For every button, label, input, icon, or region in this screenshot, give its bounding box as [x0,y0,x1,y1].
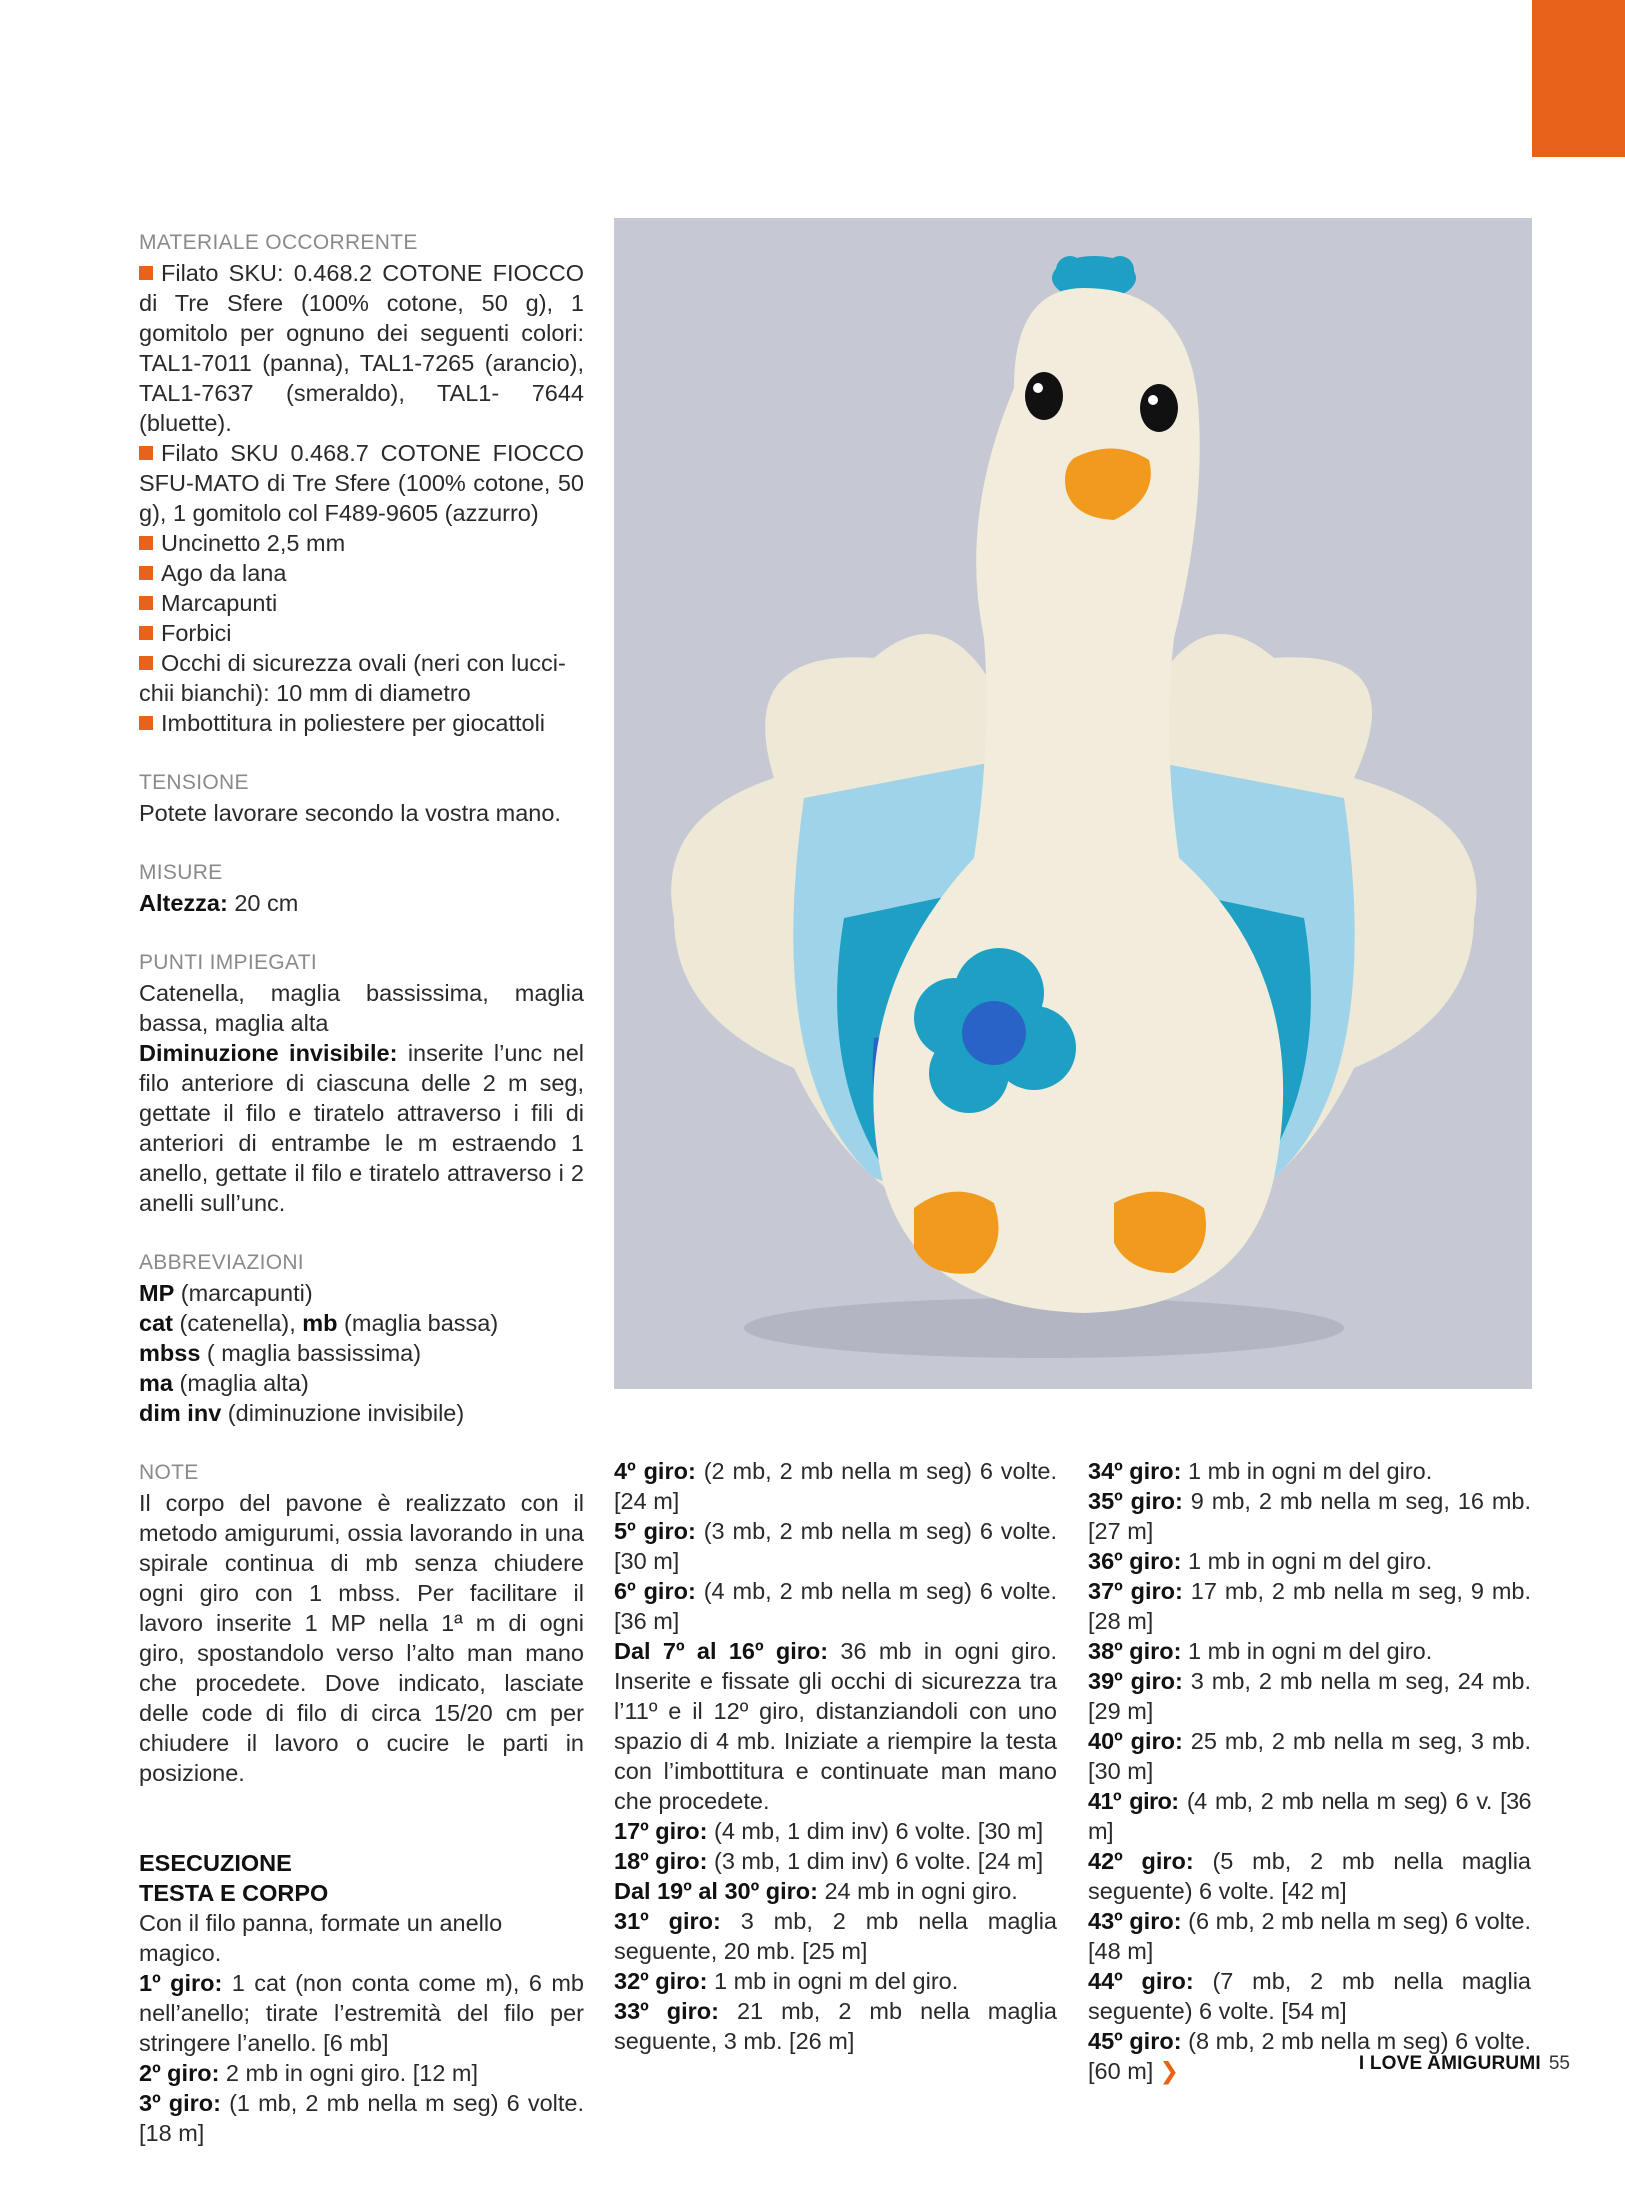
notes-text: Il corpo del pavone è realizzato con il metodo amigurumi, ossia lavorando in una spirale continua di mb senza chiudere ogni giro con 1 mbss. Per facilitare il lavoro inserite 1 MP nella 1ª m di ogni giro, spostandolo verso l’alto man mano che procedete. Dove indicato, lasciate delle code di filo di circa 15/20 cm per chiudere il lavoro o cucire le parti in posizione. [139,1490,584,1786]
peacock-amigurumi-illustration [614,218,1532,1389]
round-37: 37º giro: 17 mb, 2 mb nella m seg, 9 mb. [28 m] [1088,1578,1531,1634]
bullet-square-icon [139,626,153,640]
round-44: 44º giro: (7 mb, 2 mb nella maglia seguente) 6 volte. [54 m] [1088,1968,1531,2024]
round-33: 33º giro: 21 mb, 2 mb nella maglia seguente, 3 mb. [26 m] [614,1998,1057,2054]
notes-title: NOTE [139,1461,199,1484]
round-31: 31º giro: 3 mb, 2 mb nella maglia seguente, 20 mb. [25 m] [614,1908,1057,1964]
execution-title: ESECUZIONE [139,1850,292,1876]
materials-title: MATERIALE OCCORRENTE [139,231,418,254]
bullet-square-icon [139,596,153,610]
sizes-title: MISURE [139,861,223,884]
tension-title: TENSIONE [139,771,249,794]
material-item: Marcapunti [139,588,584,618]
abbr-mbss: mbss ( maglia bassissima) [139,1340,422,1366]
round-38: 38º giro: 1 mb in ogni m del giro. [1088,1638,1433,1664]
stitches-text: Catenella, maglia bassissima, maglia bassa, maglia alta [139,980,584,1036]
round-41: 41º giro: (4 mb, 2 mb nella m seg) 6 v. [36 m] [1088,1788,1532,1844]
round-39: 39º giro: 3 mb, 2 mb nella m seg, 24 mb. [29 m] [1088,1668,1531,1724]
round-18: 18º giro: (3 mb, 1 dim inv) 6 volte. [24 m] [614,1848,1044,1874]
round-42: 42º giro: (5 mb, 2 mb nella maglia seguente) 6 volte. [42 m] [1088,1848,1531,1904]
magazine-name: I LOVE AMIGURUMI [1358,2053,1541,2074]
material-item: Filato SKU 0.468.7 COTONE FIOCCO SFU-MATO di Tre Sfere (100% cotone, 50 g), 1 gomitolo col F489-9605 (azzurro) [139,440,584,526]
round-3: 3º giro: (1 mb, 2 mb nella m seg) 6 volte. [18 m] [139,2090,584,2146]
material-item: Ago da lana [139,558,584,588]
page-number: 55 [1548,2053,1570,2074]
material-item: Uncinetto 2,5 mm [139,528,584,558]
material-item: Forbici [139,618,584,648]
round-35: 35º giro: 9 mb, 2 mb nella m seg, 16 mb. [27 m] [1088,1488,1531,1544]
abbr-cat-mb: cat (catenella), mb (maglia bassa) [139,1310,499,1336]
bullet-square-icon [139,536,153,550]
round-7-16: Dal 7º al 16º giro: 36 mb in ogni giro. Inserite e fissate gli occhi di sicurezza tra l’11º e il 12º giro, distanziandoli con uno spazio di 4 mb. Iniziate a riempire la testa con l’imbottitura e continuate man mano che procedete. [614,1638,1057,1814]
bullet-square-icon [139,566,153,580]
round-5: 5º giro: (3 mb, 2 mb nella m seg) 6 volte. [30 m] [614,1518,1057,1574]
round-6: 6º giro: (4 mb, 2 mb nella m seg) 6 volte. [36 m] [614,1578,1057,1634]
abbr-ma: ma (maglia alta) [139,1370,309,1396]
stitches-title: PUNTI IMPIEGATI [139,951,317,974]
tension-text: Potete lavorare secondo la vostra mano. [139,800,561,826]
left-column [139,228,584,2148]
invisible-decrease: Diminuzione invisibile: inserite l’unc nel filo anteriore di ciascuna delle 2 m seg, gettate il filo e tiratelo attraverso i fili di anteriori di entrambe le m estraendo 1 anello, gettate il filo e tiratelo attraverso i 2 anelli sull’unc. [139,1040,584,1216]
round-40: 40º giro: 25 mb, 2 mb nella m seg, 3 mb. [30 m] [1088,1728,1531,1784]
round-19-30: Dal 19º al 30º giro: 24 mb in ogni giro. [614,1878,1018,1904]
execution-intro: Con il filo panna, formate un anello magico. [139,1910,503,1966]
bullet-square-icon [139,446,153,460]
round-1: 1º giro: 1 cat (non conta come m), 6 mb nell’anello; tirate l’estremità del filo per stringere l’anello. [6 mb] [139,1970,584,2056]
round-43: 43º giro: (6 mb, 2 mb nella m seg) 6 volte. [48 m] [1088,1908,1531,1964]
abbr-mp: MP (marcapunti) [139,1280,313,1306]
bullet-square-icon [139,716,153,730]
middle-column [614,1456,1057,2056]
peacock-photo [614,218,1532,1389]
material-item: Filato SKU: 0.468.2 COTONE FIOCCO di Tre Sfere (100% cotone, 50 g), 1 gomitolo per ognuno dei seguenti colori: TAL1-7011 (panna), TAL1-7265 (arancio), TAL1-7637 (smeraldo), TAL1- 7644 (bluette). [139,260,584,436]
round-34: 34º giro: 1 mb in ogni m del giro. [1088,1458,1433,1484]
round-4: 4º giro: (2 mb, 2 mb nella m seg) 6 volte. [24 m] [614,1458,1057,1514]
abbr-dim-inv: dim inv (diminuzione invisibile) [139,1400,465,1426]
page-footer [1080,2053,1570,2075]
round-17: 17º giro: (4 mb, 1 dim inv) 6 volte. [30 m] [614,1818,1044,1844]
execution-subtitle: TESTA E CORPO [139,1880,329,1906]
abbreviations-title: ABBREVIAZIONI [139,1251,304,1274]
material-item: Occhi di sicurezza ovali (neri con lucci-chii bianchi): 10 mm di diametro [139,650,566,706]
corner-tab [1532,0,1625,157]
material-item: Imbottitura in poliestere per giocattoli [139,708,584,738]
bullet-square-icon [139,656,153,670]
round-45: 45º giro: (8 mb, 2 mb nella m seg) 6 volte. [60 m] ❯ [1088,2028,1531,2084]
continue-arrow-icon: ❯ [1159,2058,1180,2084]
round-36: 36º giro: 1 mb in ogni m del giro. [1088,1548,1433,1574]
round-32: 32º giro: 1 mb in ogni m del giro. [614,1968,959,1994]
right-column [1088,1456,1531,2086]
sizes-text: Altezza: 20 cm [139,890,299,916]
bullet-square-icon [139,266,153,280]
round-2: 2º giro: 2 mb in ogni giro. [12 m] [139,2060,479,2086]
